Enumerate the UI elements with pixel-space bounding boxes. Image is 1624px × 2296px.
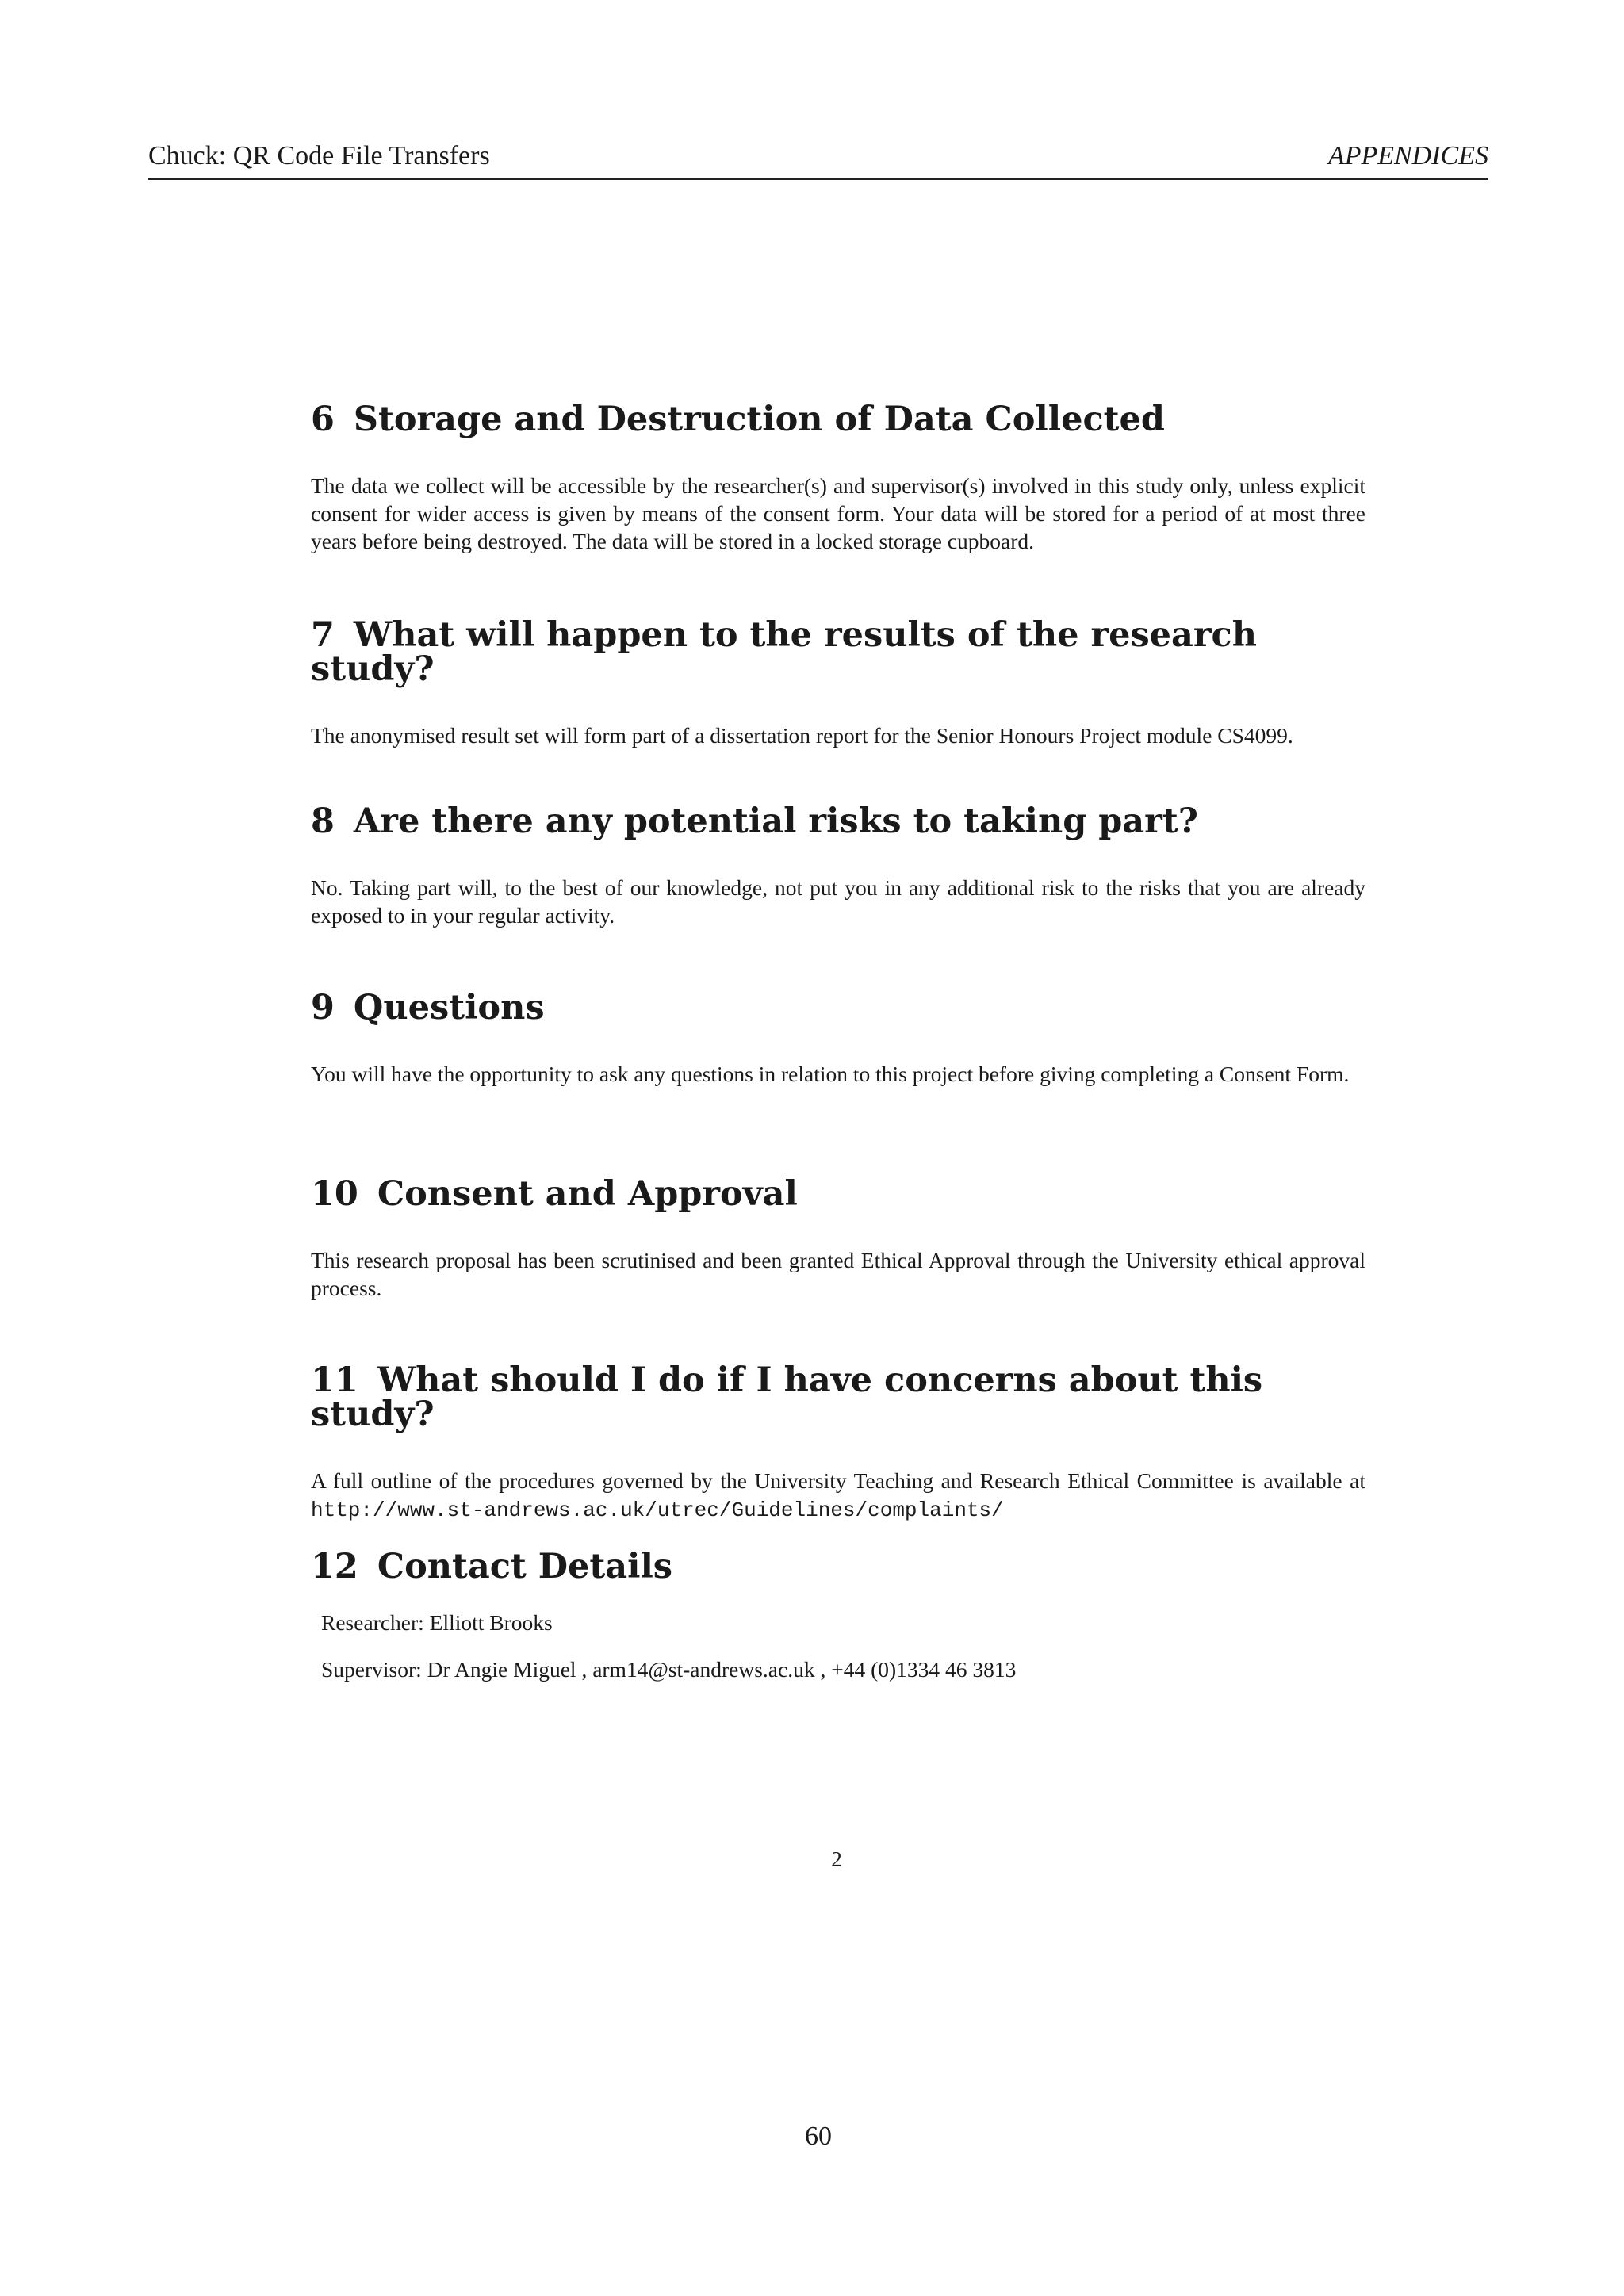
section-body: The anonymised result set will form part of a dissertation report for the Senior Honours Project module CS4099. <box>311 723 1293 748</box>
section-body: No. Taking part will, to the best of our knowledge, not put you in any additional risk to the risks that you are already exposed to in your regular activity. <box>311 875 1365 928</box>
section-title: Questions <box>353 988 545 1027</box>
section-number: 10 <box>311 1174 358 1214</box>
section-heading <box>311 1547 1365 1586</box>
section-title: Are there any potential risks to taking part? <box>353 802 1198 841</box>
section-title: Storage and Destruction of Data Collected <box>353 400 1165 439</box>
section-heading <box>311 802 1365 841</box>
page-number: 60 <box>805 2122 832 2151</box>
contact-supervisor: Supervisor: Dr Angie Miguel , arm14@st-andrews.ac.uk , +44 (0)1334 46 3813 <box>321 1657 1017 1682</box>
section-heading <box>311 988 1365 1027</box>
section-title: What will happen to the results of the research study? <box>311 615 1257 689</box>
section-heading <box>311 400 1365 439</box>
section-number: 7 <box>311 615 335 655</box>
section-number: 9 <box>311 988 335 1027</box>
inner-page-number: 2 <box>831 1847 842 1871</box>
section-number: 8 <box>311 802 335 841</box>
section-heading <box>311 615 1365 689</box>
section-results <box>311 615 1365 749</box>
complaints-link[interactable]: http://www.st-andrews.ac.uk/utrec/Guidelines/complaints/ <box>311 1498 1004 1522</box>
section-questions <box>311 988 1365 1088</box>
section-consent <box>311 1174 1365 1302</box>
section-heading <box>311 1360 1365 1434</box>
section-body: This research proposal has been scrutinised and been granted Ethical Approval through the University ethical approval process. <box>311 1248 1365 1300</box>
header-section: APPENDICES <box>1327 141 1488 170</box>
section-title: Contact Details <box>377 1547 672 1586</box>
section-body: You will have the opportunity to ask any questions in relation to this project before giving completing a Consent Form. <box>311 1062 1350 1086</box>
section-body: The data we collect will be accessible by the researcher(s) and supervisor(s) involved in this study only, unless explicit consent for wider access is given by means of the consent form. Your data will be stored for a period of at most three years before being destroyed. The data will be stored in a locked storage cupboard. <box>311 473 1365 553</box>
section-contact <box>311 1547 1365 1586</box>
section-title: What should I do if I have concerns about this study? <box>311 1360 1263 1434</box>
header-title: Chuck: QR Code File Transfers <box>148 141 490 170</box>
section-number: 12 <box>311 1547 358 1586</box>
section-risks <box>311 802 1365 929</box>
section-title: Consent and Approval <box>377 1174 798 1214</box>
section-body-text: A full outline of the procedures governed by the University Teaching and Research Ethical Committee is available at <box>311 1468 1365 1493</box>
section-number: 11 <box>311 1360 358 1400</box>
contact-researcher: Researcher: Elliott Brooks <box>321 1610 553 1635</box>
running-header <box>148 141 1488 180</box>
section-number: 6 <box>311 400 335 439</box>
section-storage <box>311 400 1365 555</box>
section-concerns <box>311 1360 1365 1525</box>
section-body <box>311 1467 1365 1525</box>
section-heading <box>311 1174 1365 1214</box>
